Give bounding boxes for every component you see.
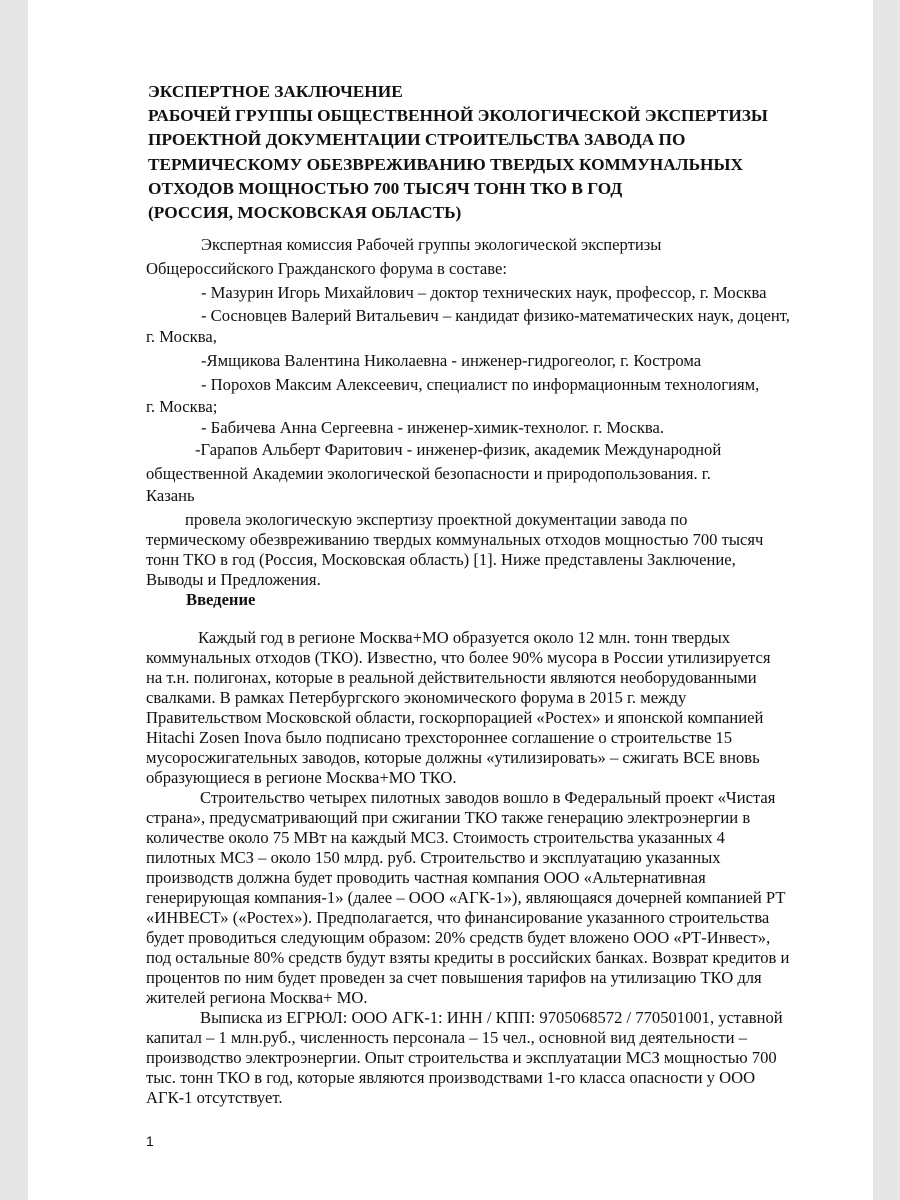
page-number: 1 [146,1133,154,1149]
paragraph-line: мусоросжигательных заводов, которые должны «утилизировать» – сжигать ВСЕ вновь [146,748,760,767]
paragraph-line: Каждый год в регионе Москва+МО образуется около 12 млн. тонн твердых [198,628,731,647]
paragraph-line: образующиеся в регионе Москва+МО ТКО. [146,768,457,787]
paragraph-line: коммунальных отходов (ТКО). Известно, что более 90% мусора в России утилизируется [146,648,771,667]
title-line: ОТХОДОВ МОЩНОСТЬЮ 700 ТЫСЯЧ ТОНН ТКО В ГОД [148,178,623,198]
paragraph-line: под остальные 80% средств будут взяты кредиты в российских банках. Возврат кредитов и [146,948,790,967]
paragraph-line: производств должна будет проводить частная компания ООО «Альтернативная [146,868,706,887]
paragraph-line: генерирующая компания-1» (далее – ООО «АГК-1»), являющаяся дочерней компанией РТ [146,888,786,907]
paragraph-line: тыс. тонн ТКО в год, которые являются производствами 1-го класса опасности у ООО [146,1068,756,1087]
paragraph-line: процентов по ним будет проведен за счет повышения тарифов на утилизацию ТКО для [146,968,762,987]
paragraph-line: АГК-1 отсутствует. [146,1088,283,1107]
paragraph-line: капитал – 1 млн.руб., численность персонала – 15 чел., основной вид деятельности – [146,1028,747,1047]
paragraph-line: «ИНВЕСТ» («Ростех»). Предполагается, что финансирование указанного строительства [146,908,770,927]
commission-member: - Мазурин Игорь Михайлович – доктор технических наук, профессор, г. Москва [201,283,767,302]
section-heading: Введение [186,590,256,609]
title-line: (РОССИЯ, МОСКОВСКАЯ ОБЛАСТЬ) [148,203,462,223]
paragraph-line: Правительством Московской области, госкорпорацией «Ростех» и японской компанией [146,708,764,727]
title-line: РАБОЧЕЙ ГРУППЫ ОБЩЕСТВЕННОЙ ЭКОЛОГИЧЕСКОЙ ЭКСПЕРТИЗЫ [148,106,768,126]
title-line: ТЕРМИЧЕСКОМУ ОБЕЗВРЕЖИВАНИЮ ТВЕРДЫХ КОММУНАЛЬНЫХ [148,154,743,174]
commission-member: -Ямщикова Валентина Николаевна - инженер-гидрогеолог, г. Кострома [201,351,702,370]
paragraph-line: страна», предусматривающий при сжигании ТКО также генерацию электроэнергии в [146,808,751,827]
commission-line: Экспертная комиссия Рабочей группы экологической экспертизы [201,235,662,254]
summary-line: тонн ТКО в год (Россия, Московская область) [1]. Ниже представлены Заключение, [146,550,736,569]
summary-line: термическому обезвреживанию твердых коммунальных отходов мощностью 700 тысяч [146,530,764,549]
commission-member: -Гарапов Альберт Фаритович - инженер-физик, академик Международной [195,440,722,459]
commission-line: Общероссийского Гражданского форума в составе: [146,259,507,278]
commission-member-cont: общественной Академии экологической безопасности и природопользования. г. [146,464,711,483]
document-title [148,80,768,225]
title-line: ПРОЕКТНОЙ ДОКУМЕНТАЦИИ СТРОИТЕЛЬСТВА ЗАВОДА ПО [148,130,686,150]
document-page [28,0,873,1200]
summary-line: провела экологическую экспертизу проектной документации завода по [185,510,688,529]
paragraph-line: Выписка из ЕГРЮЛ: ООО АГК-1: ИНН / КПП: 9705068572 / 770501001, уставной [200,1008,783,1027]
commission-member: - Бабичева Анна Сергеевна - инженер-химик-технолог. г. Москва. [201,418,665,437]
paragraph-line: производство электроэнергии. Опыт строительства и эксплуатации МСЗ мощностью 700 [146,1048,777,1067]
paragraph-line: Hitachi Zosen Inova было подписано трехстороннее соглашение о строительстве 15 [146,728,733,747]
paragraph-line: будет проводиться следующим образом: 20% средств будет вложено ООО «РТ-Инвест», [146,928,771,947]
commission-member-cont: Казань [146,486,195,505]
commission-member-cont: г. Москва; [146,397,218,416]
title-line: ЭКСПЕРТНОЕ ЗАКЛЮЧЕНИЕ [148,82,403,101]
paragraph-line: жителей региона Москва+ МО. [146,988,368,1007]
commission-member: - Сосновцев Валерий Витальевич – кандидат физико-математических наук, доцент, [201,306,790,325]
paragraph-line: свалками. В рамках Петербургского экономического форума в 2015 г. между [146,688,687,707]
paragraph-line: количестве около 75 МВт на каждый МСЗ. Стоимость строительства указанных 4 [146,828,725,847]
commission-member: - Порохов Максим Алексеевич, специалист по информационным технологиям, [201,375,760,394]
commission-member-cont: г. Москва, [146,327,217,346]
paragraph-line: на т.н. полигонах, которые в реальной действительности являются необорудованными [146,668,757,687]
summary-line: Выводы и Предложения. [146,570,321,589]
paragraph-line: пилотных МСЗ – около 150 млрд. руб. Строительство и эксплуатацию указанных [146,848,721,867]
paragraph-line: Строительство четырех пилотных заводов вошло в Федеральный проект «Чистая [200,788,776,807]
